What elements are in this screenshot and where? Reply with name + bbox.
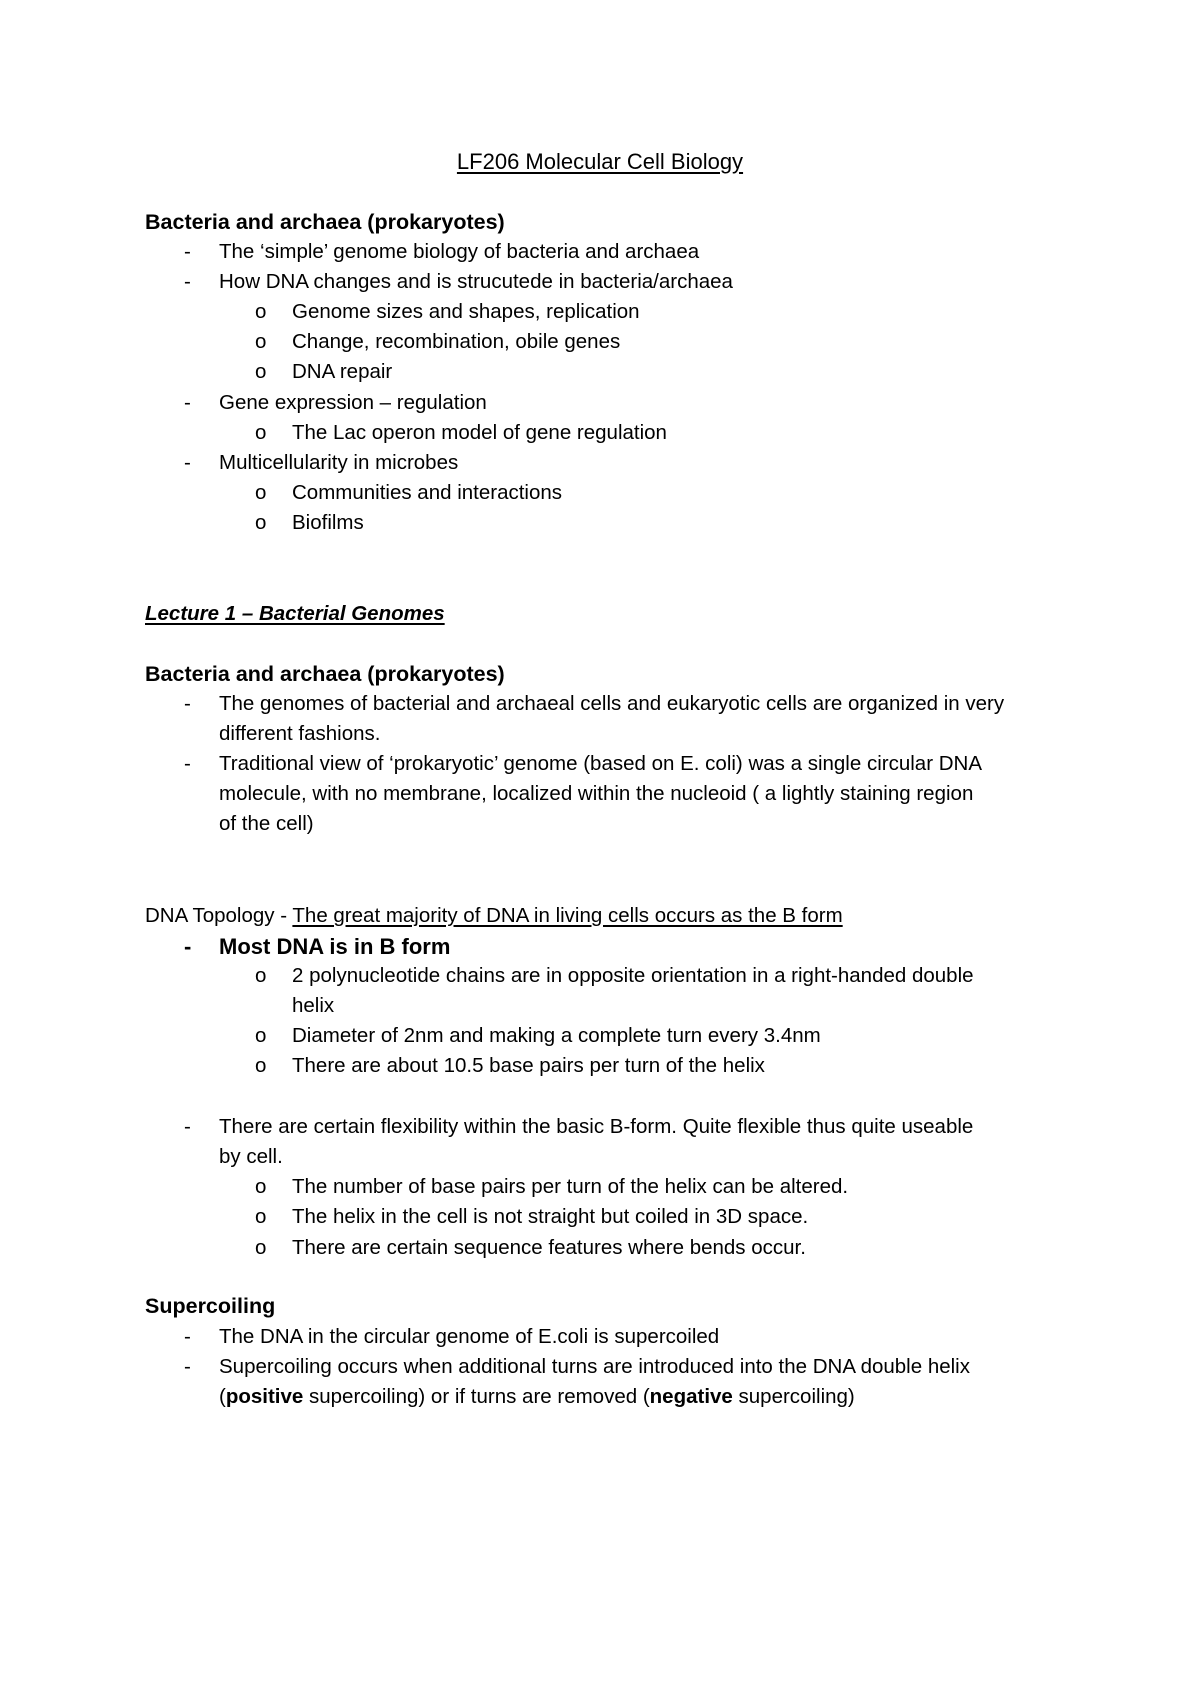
bullet-dash-icon: - — [184, 1355, 191, 1378]
bullet-circle-icon: o — [255, 1054, 267, 1077]
bullet-circle-icon: o — [255, 421, 267, 444]
bullet-dash-icon: - — [184, 692, 191, 715]
list-item-line: There are certain flexibility within the basic B-form. Quite flexible thus quite useable — [219, 1115, 974, 1138]
list-item-line — [219, 1387, 855, 1408]
text-run: supercoiling) or if turns are removed ( — [303, 1385, 650, 1408]
bullet-circle-icon: o — [255, 330, 267, 353]
sub-list-item: Genome sizes and shapes, replication — [292, 300, 640, 323]
sub-list-item: DNA repair — [292, 360, 393, 383]
lecture-heading: Bacteria and archaea (prokaryotes) — [145, 662, 505, 686]
bullet-circle-icon: o — [255, 1236, 267, 1259]
list-item: How DNA changes and is strucutede in bacteria/archaea — [219, 270, 733, 293]
bullet-circle-icon: o — [255, 1024, 267, 1047]
bullet-dash-icon: - — [184, 391, 191, 414]
bullet-circle-icon: o — [255, 1175, 267, 1198]
bullet-dash-icon: - — [184, 451, 191, 474]
sub-list-item-line: helix — [292, 994, 335, 1017]
positive-term: positive — [225, 1385, 304, 1408]
bullet-dash-icon: - — [184, 752, 191, 775]
sub-list-item-line: 2 polynucleotide chains are in opposite orientation in a right-handed double — [292, 964, 974, 987]
bullet-dash-icon: - — [184, 934, 192, 959]
list-item-line: different fashions. — [219, 722, 381, 745]
list-item: The ‘simple’ genome biology of bacteria and archaea — [219, 240, 700, 263]
sub-list-item: There are about 10.5 base pairs per turn of the helix — [292, 1054, 765, 1077]
sub-list-item: Change, recombination, obile genes — [292, 330, 621, 353]
bullet-dash-icon: - — [184, 1325, 191, 1348]
bullet-dash-icon: - — [184, 1115, 191, 1138]
document-title: LF206 Molecular Cell Biology — [456, 149, 744, 174]
sub-list-item: The number of base pairs per turn of the helix can be altered. — [292, 1175, 849, 1198]
list-item-line: The genomes of bacterial and archaeal cells and eukaryotic cells are organized in very — [219, 692, 1005, 715]
list-item: Most DNA is in B form — [219, 934, 451, 959]
list-item-line: by cell. — [219, 1145, 283, 1168]
bullet-circle-icon: o — [255, 511, 267, 534]
list-item-line: molecule, with no membrane, localized within the nucleoid ( a lightly staining region — [219, 782, 974, 805]
bullet-circle-icon: o — [255, 1205, 267, 1228]
sub-list-item: The helix in the cell is not straight but coiled in 3D space. — [292, 1205, 809, 1228]
topology-line — [145, 906, 843, 927]
list-item: Gene expression – regulation — [219, 391, 487, 414]
text-run: supercoiling) — [732, 1385, 855, 1408]
negative-term: negative — [649, 1385, 733, 1408]
bullet-circle-icon: o — [255, 964, 267, 987]
overview-heading: Bacteria and archaea (prokaryotes) — [145, 210, 505, 234]
sub-list-item: Biofilms — [292, 511, 364, 534]
bullet-circle-icon: o — [255, 300, 267, 323]
supercoiling-heading: Supercoiling — [145, 1294, 276, 1318]
bullet-dash-icon: - — [184, 240, 191, 263]
list-item-line: Supercoiling occurs when additional turns are introduced into the DNA double helix — [219, 1355, 970, 1378]
list-item-line: Traditional view of ‘prokaryotic’ genome (based on E. coli) was a single circular DNA — [219, 752, 982, 775]
list-item-line: of the cell) — [219, 812, 314, 835]
sub-list-item: Diameter of 2nm and making a complete turn every 3.4nm — [292, 1024, 821, 1047]
sub-list-item: The Lac operon model of gene regulation — [292, 421, 667, 444]
bullet-circle-icon: o — [255, 360, 267, 383]
sub-list-item: Communities and interactions — [292, 481, 563, 504]
text-run: ( — [219, 1385, 226, 1408]
bullet-circle-icon: o — [255, 481, 267, 504]
topology-label: DNA Topology - — [145, 904, 293, 927]
list-item: Multicellularity in microbes — [219, 451, 459, 474]
list-item: The DNA in the circular genome of E.coli is supercoiled — [219, 1325, 720, 1348]
lecture-title: Lecture 1 – Bacterial Genomes — [145, 602, 445, 625]
topology-statement: The great majority of DNA in living cells occurs as the B form — [292, 904, 843, 927]
bullet-dash-icon: - — [184, 270, 191, 293]
sub-list-item: There are certain sequence features where bends occur. — [292, 1236, 806, 1259]
